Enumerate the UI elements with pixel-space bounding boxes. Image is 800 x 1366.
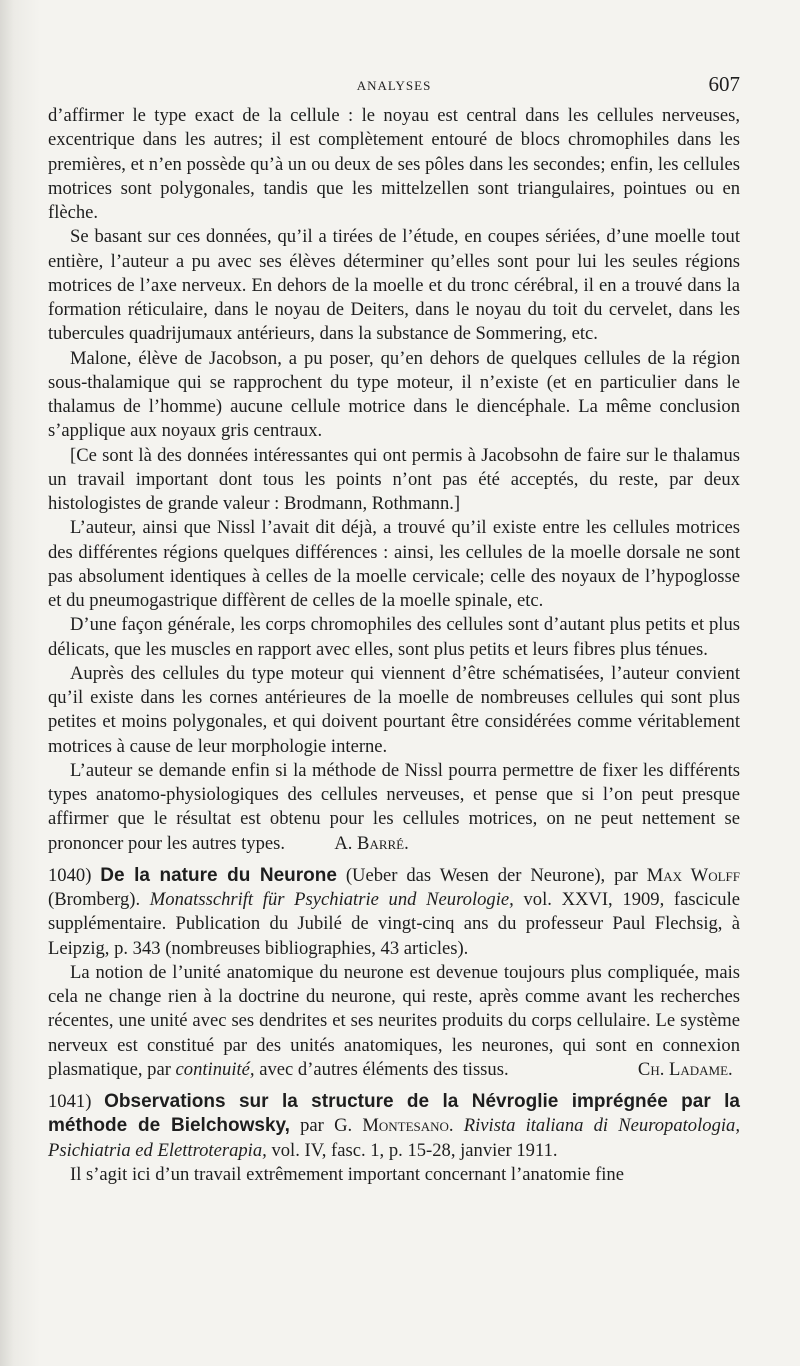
entry-title: Observations sur la structure de la Névroglie imprégnée par la méthode de Bielchowsky, xyxy=(48,1091,740,1137)
entry-body-text: La notion de l’unité anatomique du neurone est devenue toujours plus compliquée, mais cela ne change rien à la doctrine du neurone, qui reste, après comme avant les recherches récentes, une unité avec ses dendrites et ses neurites produits du corps cellulaire. Le système nerveux est constitué par des unités anatomiques, les neurones, qui sont en connexion plasmatique, par xyxy=(48,961,740,1080)
paragraph: Malone, élève de Jacobson, a pu poser, qu’en dehors de quelques cellules de la région sous-thalamique qui se rapprochent du type moteur, il n’existe (et en particulier dans le thalamus de l’homme) aucune cellule motrice dans le diencéphale. La même conclusion s’applique aux noyaux gris centraux. xyxy=(48,347,740,442)
entry-text xyxy=(454,1115,464,1136)
entry-text: (Ueber das Wesen der Neurone), par xyxy=(336,864,647,886)
entry-text: (Bromberg). xyxy=(48,889,150,910)
page-header xyxy=(48,72,740,102)
paragraph: Se basant sur ces données, qu’il a tirées de l’étude, en coupes sériées, d’une moelle tout entière, l’auteur a pu avec ses élèves déterminer qu’elles sont pour lui les seules régions motrices de l’axe nerveux. En dehors de la moelle et du tronc cérébral, il en a trouvé dans la formation réticulaire, dans le noyau de Deiters, dans le noyau du toit du cervelet, dans les tubercules quadrijumaux antérieurs, dans la substance de Sommering, etc. xyxy=(48,226,740,345)
page-body xyxy=(48,104,740,1187)
entry-body-italic: continuité, xyxy=(175,1058,255,1080)
entry-text: vol. XXVI, 1909, fascicule supplémentaire. Publication du Jubilé de vingt-cinq ans du professeur Paul Flechsig, à Leipzig, p. 343 (nombreuses bibliographies, 43 articles). xyxy=(48,889,740,959)
paragraph: d’affirmer le type exact de la cellule : le noyau est central dans les cellules nerveuses, excentrique dans les autres; il est complètement entouré de blocs chromophiles dans les premières, et n’en possède qu’à un ou deux de ses pôles dans les secondes; enfin, les cellules motrices sont polygonales, tandis que les mittelzellen sont triangulaires, pointues ou en flèche. xyxy=(48,105,740,223)
entry-heading xyxy=(48,864,740,961)
entry-heading xyxy=(48,1090,740,1163)
paragraph: L’auteur, ainsi que Nissl l’avait dit déjà, a trouvé qu’il existe entre les cellules motrices des différentes régions quelques différences : ainsi, les cellules de la moelle dorsale ne sont pas absolument identiques à celles de la moelle cervicale; celle des noyaux de l’hypoglosse et du pneumogastrique diffèrent de celles de la moelle spinale, etc. xyxy=(48,517,740,611)
entry-text: vol. IV, fasc. 1, p. 15-28, janvier 1911. xyxy=(266,1139,558,1161)
entry-author: Max Wolff xyxy=(646,864,740,886)
paragraph: Auprès des cellules du type moteur qui viennent d’être schématisées, l’auteur convient qu’il existe dans les cornes antérieures de la moelle de nombreuses cellules qui sont plus petites et moins polygonales, et qui doivent pourtant être considérées comme véritablement motrices à cause de leur morphologie interne. xyxy=(48,662,740,757)
entry-journal: Rivista italiana di Neuropatologia, Psichiatria ed Elettroterapia, xyxy=(48,1115,740,1161)
entry-body xyxy=(48,961,740,1082)
entry-1040 xyxy=(48,864,740,1082)
paragraph-text: L’auteur se demande enfin si la méthode de Nissl pourra permettre de fixer les différents types anatomo-physiologiques des cellules nerveuses, et pense que si l’on peut presque affirmer que le résultat est obtenu pour les cellules motrices, on ne peut nettement se prononcer pour les autres types. xyxy=(48,759,740,854)
paragraph: D’une façon générale, les corps chromophiles des cellules sont d’autant plus petits et plus délicats, que les muscles en rapport avec elles, sont plus petits et leurs fibres plus ténues. xyxy=(48,614,740,660)
entry-1041 xyxy=(48,1090,740,1187)
paragraph-last xyxy=(48,759,740,856)
entry-number: 1040) xyxy=(48,864,92,886)
running-head: ANALYSES xyxy=(356,78,432,93)
entry-journal: Monatsschrift für Psychiatrie und Neurologie, xyxy=(149,889,514,910)
entry-title: De la nature du Neurone xyxy=(100,864,337,886)
entry-body: Il s’agit ici d’un travail extrêmement important concernant l’anatomie fine xyxy=(70,1163,624,1185)
entry-text: par xyxy=(289,1115,335,1137)
signature-barre: A. Barré. xyxy=(334,832,409,854)
signature-ladame: Ch. Ladame. xyxy=(637,1058,733,1080)
entry-author: G. Montesano. xyxy=(334,1115,454,1137)
entry-body-text: avec d’autres éléments des tissus. xyxy=(254,1058,509,1080)
page-number: 607 xyxy=(708,72,740,96)
entry-number: 1041) xyxy=(48,1091,92,1112)
paragraph: [Ce sont là des données intéressantes qui ont permis à Jacobsohn de faire sur le thalamus un travail important dont tous les points n’ont pas été acceptés, du reste, par deux histologistes de grande valeur : Brodmann, Rothmann.] xyxy=(48,444,740,514)
